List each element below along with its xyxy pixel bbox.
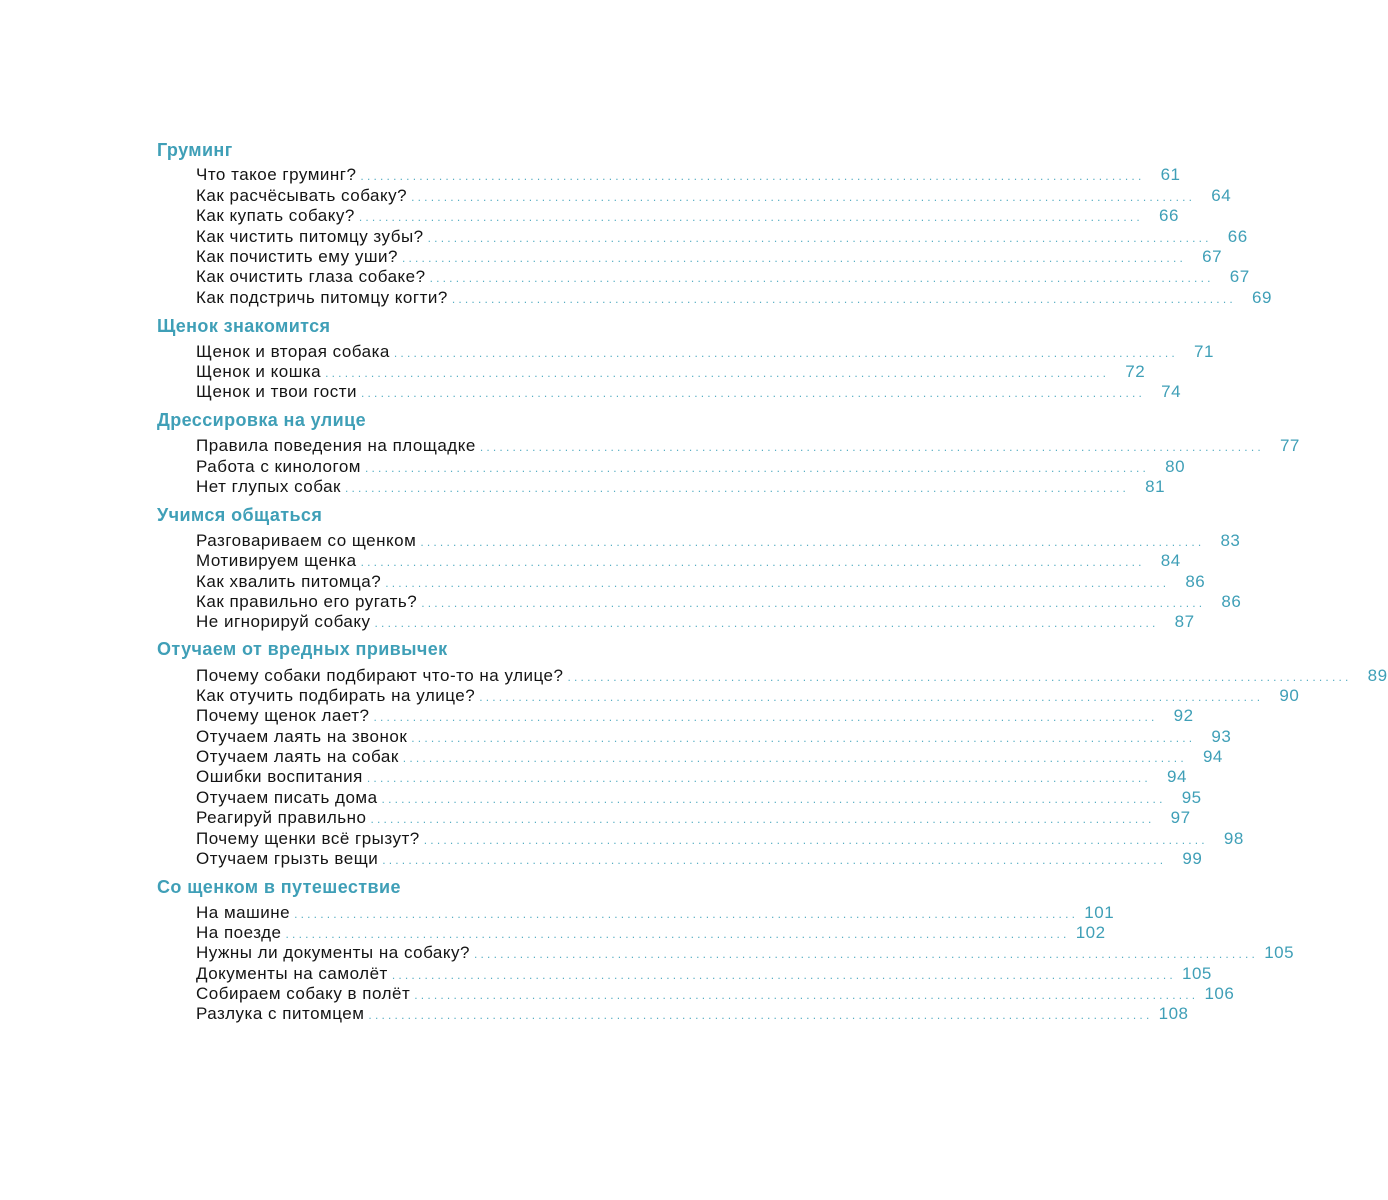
entry-title: Как почистить ему уши? [196, 247, 398, 266]
entry-title: Как очистить глаза собаке? [196, 267, 426, 286]
page-number: 94 [1202, 747, 1223, 766]
toc-entry[interactable] [196, 746, 1223, 767]
toc-entry[interactable] [196, 766, 1187, 787]
page-number: 80 [1165, 457, 1186, 476]
dot-leader: ........................................................................................................................ [360, 555, 1145, 569]
toc-entry[interactable] [196, 185, 1232, 206]
dot-leader: ........................................................................................................................ [479, 690, 1264, 704]
toc-entry[interactable] [196, 611, 1195, 632]
page-number: 86 [1185, 572, 1206, 591]
page-number: 99 [1182, 849, 1203, 868]
dot-leader: ........................................................................................................................ [374, 616, 1159, 630]
dot-leader: ........................................................................................................................ [370, 812, 1155, 826]
toc-entry[interactable] [196, 530, 1241, 551]
dot-leader: ........................................................................................................................ [414, 988, 1199, 1002]
entry-title: Как правильно его ругать? [196, 592, 418, 611]
toc-entry[interactable] [196, 205, 1179, 226]
dot-leader: ........................................................................................................................ [358, 210, 1143, 224]
page-number: 77 [1279, 436, 1300, 455]
page-number: 94 [1167, 767, 1187, 786]
entry-title: Отучаем грызть вещи [196, 849, 379, 868]
dot-leader: ........................................................................................................................ [391, 968, 1176, 982]
toc-entry[interactable] [196, 164, 1181, 185]
dot-leader: ........................................................................................................................ [325, 366, 1110, 380]
dot-leader: ........................................................................................................................ [411, 190, 1196, 204]
toc-entry[interactable] [196, 726, 1232, 747]
page-number: 97 [1170, 808, 1191, 827]
dot-leader: ........................................................................................................................ [393, 346, 1178, 360]
toc-entry[interactable] [196, 226, 1248, 247]
dot-leader: ........................................................................................................................ [427, 231, 1212, 245]
toc-entry[interactable] [196, 266, 1250, 287]
toc-entry[interactable] [196, 685, 1300, 706]
entry-title: Нет глупых собак [196, 477, 341, 496]
toc-entry[interactable] [196, 476, 1166, 497]
dot-leader: ........................................................................................................................ [473, 947, 1259, 961]
entry-title: Не игнорируй собаку [196, 612, 371, 631]
dot-leader: ........................................................................................................................ [451, 292, 1236, 306]
dot-leader: ........................................................................................................................ [479, 440, 1264, 454]
page-number: 108 [1158, 1004, 1189, 1023]
page-number: 92 [1173, 706, 1194, 725]
toc-entry[interactable] [196, 705, 1194, 726]
entry-title: Как отучить подбирать на улице? [196, 686, 476, 705]
dot-leader: ........................................................................................................................ [294, 907, 1079, 921]
entry-title: На поезде [196, 923, 282, 942]
entry-title: Что такое груминг? [196, 165, 357, 184]
toc-entry[interactable] [196, 942, 1295, 963]
toc-entry[interactable] [196, 550, 1181, 571]
page-number: 105 [1182, 964, 1212, 983]
page-number: 95 [1181, 788, 1202, 807]
entry-title: Ошибки воспитания [196, 767, 363, 786]
dot-leader: ........................................................................................................................ [401, 251, 1187, 265]
entry-title: На машине [196, 903, 291, 922]
entry-title: Как чистить питомцу зубы? [196, 227, 424, 246]
page-number: 71 [1194, 342, 1214, 361]
dot-leader: ........................................................................................................................ [421, 596, 1206, 610]
entry-title: Щенок и кошка [196, 362, 322, 381]
dot-leader: ........................................................................................................................ [364, 461, 1150, 475]
entry-title: Собираем собаку в полёт [196, 984, 411, 1003]
toc-entry[interactable] [196, 571, 1206, 592]
dot-leader: ........................................................................................................................ [285, 927, 1070, 941]
dot-leader: ........................................................................................................................ [381, 792, 1166, 806]
page-number: 86 [1221, 592, 1242, 611]
entry-title: Как подстричь питомцу когти? [196, 288, 448, 307]
entry-title: Документы на самолёт [196, 964, 388, 983]
toc-entry[interactable] [196, 287, 1272, 308]
page-number: 66 [1227, 227, 1248, 246]
dot-leader: ........................................................................................................................ [360, 386, 1146, 400]
page-number: 66 [1159, 206, 1179, 225]
toc-entry[interactable] [196, 341, 1214, 362]
entry-title: Отучаем лаять на звонок [196, 727, 408, 746]
entry-title: Почему щенок лает? [196, 706, 370, 725]
toc-entry[interactable] [196, 435, 1300, 456]
page-number: 106 [1204, 984, 1235, 1003]
dot-leader: ........................................................................................................................ [373, 710, 1158, 724]
toc-entry[interactable] [196, 963, 1212, 984]
toc-entry[interactable] [196, 983, 1235, 1004]
page-number: 64 [1211, 186, 1232, 205]
section-title: Со щенком в путешествие [157, 877, 401, 897]
entry-title: Щенок и вторая собака [196, 342, 390, 361]
section-title: Щенок знакомится [157, 316, 331, 336]
page-number: 67 [1202, 247, 1223, 266]
dot-leader: ........................................................................................................................ [429, 271, 1214, 285]
section-title: Учимся общаться [157, 505, 323, 525]
entry-title: Отучаем лаять на собак [196, 747, 399, 766]
page-number: 102 [1075, 923, 1106, 942]
entry-title: Правила поведения на площадке [196, 436, 476, 455]
page-number: 90 [1279, 686, 1300, 705]
toc-entry[interactable] [196, 828, 1244, 849]
toc-entry[interactable] [196, 807, 1191, 828]
entry-title: Разлука с питомцем [196, 1004, 365, 1023]
page-number: 87 [1174, 612, 1195, 631]
entry-title: Как расчёсывать собаку? [196, 186, 408, 205]
entry-title: Работа с кинологом [196, 457, 361, 476]
toc-entry[interactable] [196, 456, 1186, 477]
toc-entry[interactable] [196, 591, 1242, 612]
entry-title: Реагируй правильно [196, 808, 367, 827]
dot-leader: ........................................................................................................................ [344, 481, 1130, 495]
section-title: Отучаем от вредных привычек [157, 639, 448, 659]
toc-entry[interactable] [196, 1003, 1189, 1024]
page-number: 61 [1160, 165, 1181, 184]
dot-leader: ........................................................................................................................ [567, 670, 1352, 684]
dot-leader: ........................................................................................................................ [360, 169, 1145, 183]
page-number: 67 [1229, 267, 1250, 286]
page-number: 81 [1145, 477, 1166, 496]
page-number: 84 [1160, 551, 1181, 570]
entry-title: Разговариваем со щенком [196, 531, 417, 550]
toc-entry[interactable] [196, 665, 1388, 686]
page-number: 98 [1223, 829, 1244, 848]
toc-entry[interactable] [196, 246, 1223, 267]
dot-leader: ........................................................................................................................ [385, 576, 1170, 590]
entry-title: Как купать собаку? [196, 206, 355, 225]
entry-title: Мотивируем щенка [196, 551, 357, 570]
page-number: 83 [1220, 531, 1241, 550]
dot-leader: ........................................................................................................................ [423, 833, 1208, 847]
dot-leader: ........................................................................................................................ [420, 535, 1205, 549]
entry-title: Почему щенки всё грызут? [196, 829, 420, 848]
toc-entry[interactable] [196, 787, 1202, 808]
toc-entry[interactable] [196, 902, 1115, 923]
entry-title: Как хвалить питомца? [196, 572, 382, 591]
page-number: 69 [1251, 288, 1272, 307]
toc-entry[interactable] [196, 361, 1146, 382]
entry-title: Нужны ли документы на собаку? [196, 943, 470, 962]
dot-leader: ........................................................................................................................ [368, 1008, 1153, 1022]
toc-entry[interactable] [196, 922, 1106, 943]
page-number: 74 [1161, 382, 1182, 401]
entry-title: Почему собаки подбирают что-то на улице? [196, 666, 564, 685]
page-number: 101 [1084, 903, 1115, 922]
dot-leader: ........................................................................................................................ [402, 751, 1187, 765]
page-number: 105 [1264, 943, 1295, 962]
dot-leader: ........................................................................................................................ [366, 771, 1151, 785]
page-number: 72 [1125, 362, 1146, 381]
entry-title: Отучаем писать дома [196, 788, 378, 807]
dot-leader: ........................................................................................................................ [382, 853, 1167, 867]
section-title: Груминг [157, 140, 233, 160]
page-number: 89 [1367, 666, 1388, 685]
toc-entry[interactable] [196, 381, 1182, 402]
page-number: 93 [1211, 727, 1232, 746]
dot-leader: ........................................................................................................................ [411, 731, 1196, 745]
section-title: Дрессировка на улице [157, 410, 366, 430]
toc-entry[interactable] [196, 848, 1203, 869]
entry-title: Щенок и твои гости [196, 382, 357, 401]
